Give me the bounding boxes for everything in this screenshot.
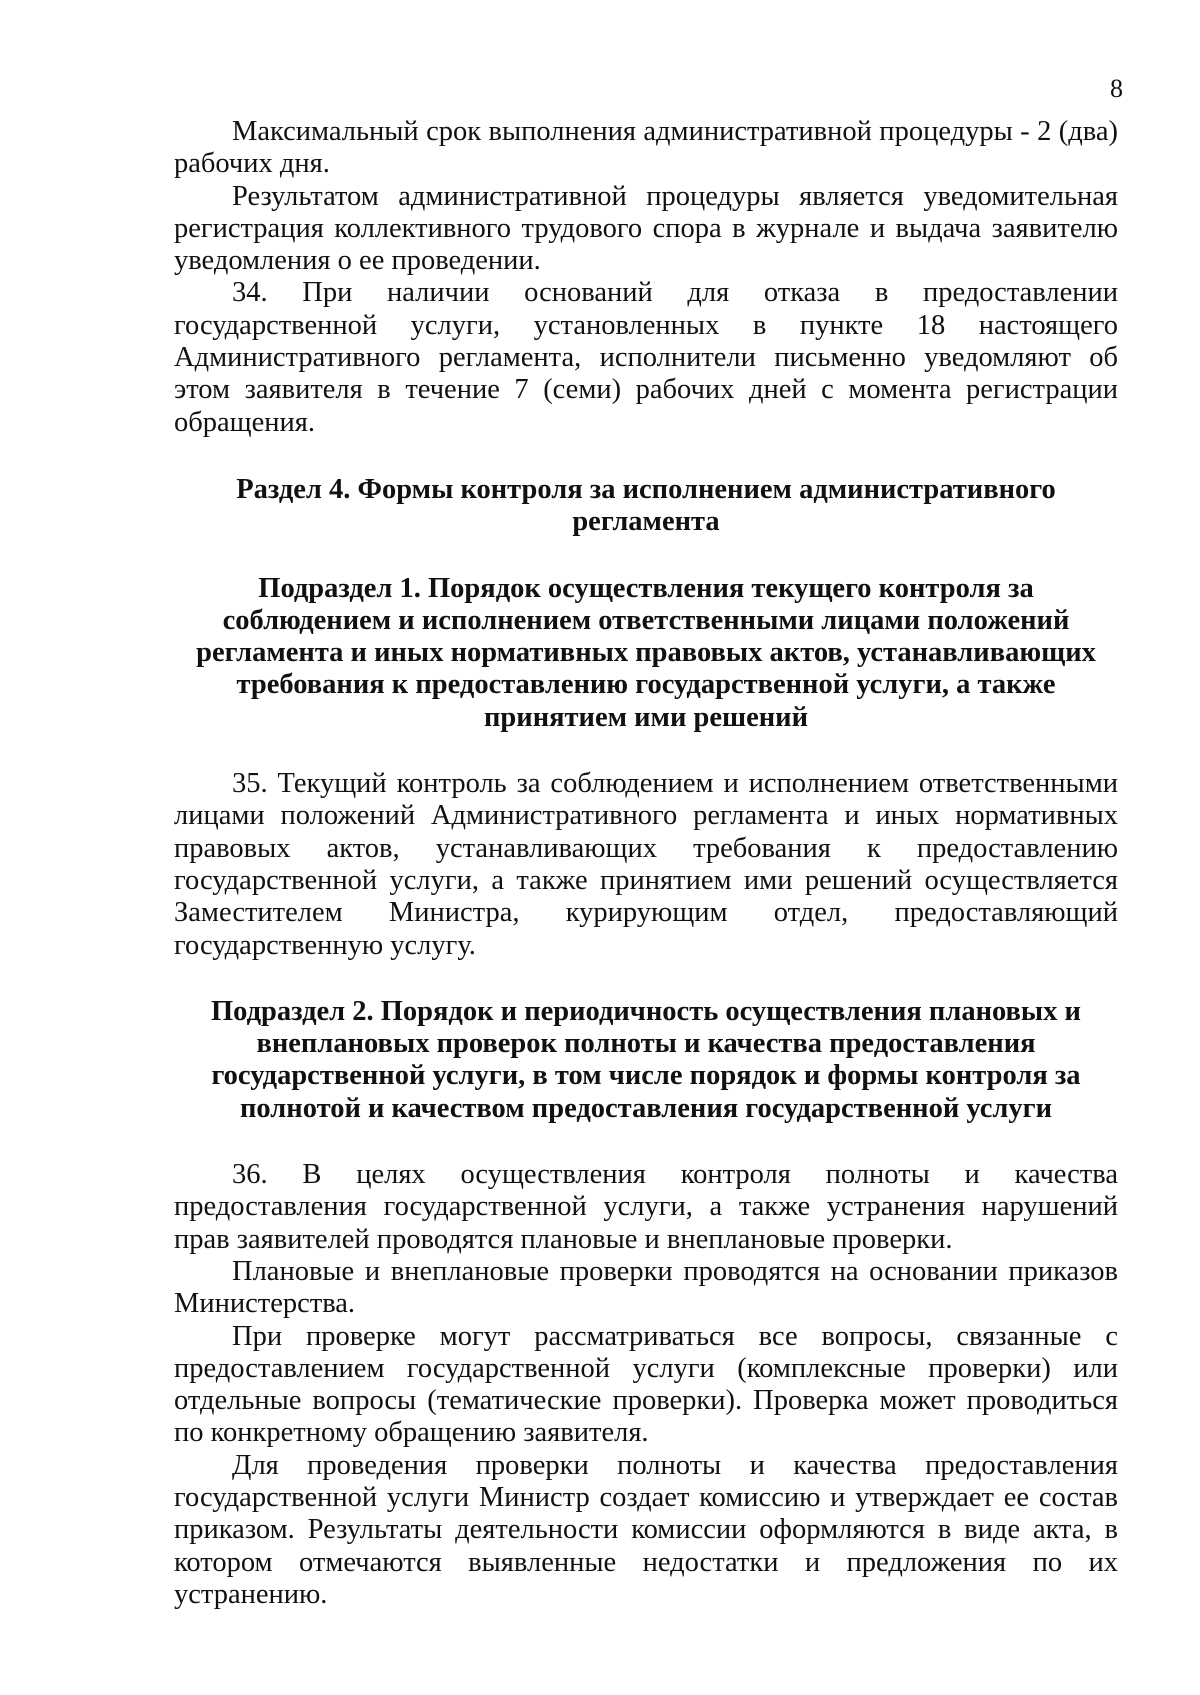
paragraph: Для проведения проверки полноты и качества предоставления государственной услуги Министр создает комиссию и утверждает ее состав приказом. Результаты деятельности комиссии оформляются в виде акта, в котором отмечаются выявленные недостатки и предложения по их устранению. (174, 1449, 1118, 1610)
subsection-heading: Подраздел 1. Порядок осуществления текущего контроля за соблюдением и исполнением ответственными лицами положений регламента и иных нормативных правовых актов, устанавливающих требования к предоставлению государственной услуги, а также принятием ими решений (196, 572, 1096, 733)
paragraph: При проверке могут рассматриваться все вопросы, связанные с предоставлением государственной услуги (комплексные проверки) или отдельные вопросы (тематические проверки). Проверка может проводиться по конкретному обращению заявителя. (174, 1320, 1118, 1449)
page-number: 8 (1110, 74, 1123, 103)
paragraph: Результатом административной процедуры является уведомительная регистрация коллективного трудового спора в журнале и выдача заявителю уведомления о ее проведении. (174, 180, 1118, 277)
subsection-heading: Подраздел 2. Порядок и периодичность осуществления плановых и внеплановых проверок полноты и качества предоставления государственной услуги, в том числе порядок и формы контроля за полнотой и качеством предоставления государственной услуги (211, 995, 1081, 1124)
paragraph: Максимальный срок выполнения административной процедуры - 2 (два) рабочих дня. (174, 116, 1118, 180)
document-body (174, 116, 1118, 1611)
paragraph: 36. В целях осуществления контроля полноты и качества предоставления государственной услуги, а также устранения нарушений прав заявителей проводятся плановые и внеплановые проверки. (174, 1159, 1118, 1255)
paragraph: 34. При наличии оснований для отказа в предоставлении государственной услуги, установленных в пункте 18 настоящего Административного регламента, исполнители письменно уведомляют об этом заявителя в течение 7 (семи) рабочих дней с момента регистрации обращения. (174, 277, 1118, 438)
paragraph: 35. Текущий контроль за соблюдением и исполнением ответственными лицами положений Административного регламента и иных нормативных правовых актов, устанавливающих требования к предоставлению государственной услуги, а также принятием ими решений осуществляется Заместителем Министра, курирующим отдел, предоставляющий государственную услугу. (174, 768, 1118, 961)
paragraph: Плановые и внеплановые проверки проводятся на основании приказов Министерства. (174, 1255, 1118, 1320)
section-heading: Раздел 4. Формы контроля за исполнением административного регламента (236, 473, 1056, 538)
